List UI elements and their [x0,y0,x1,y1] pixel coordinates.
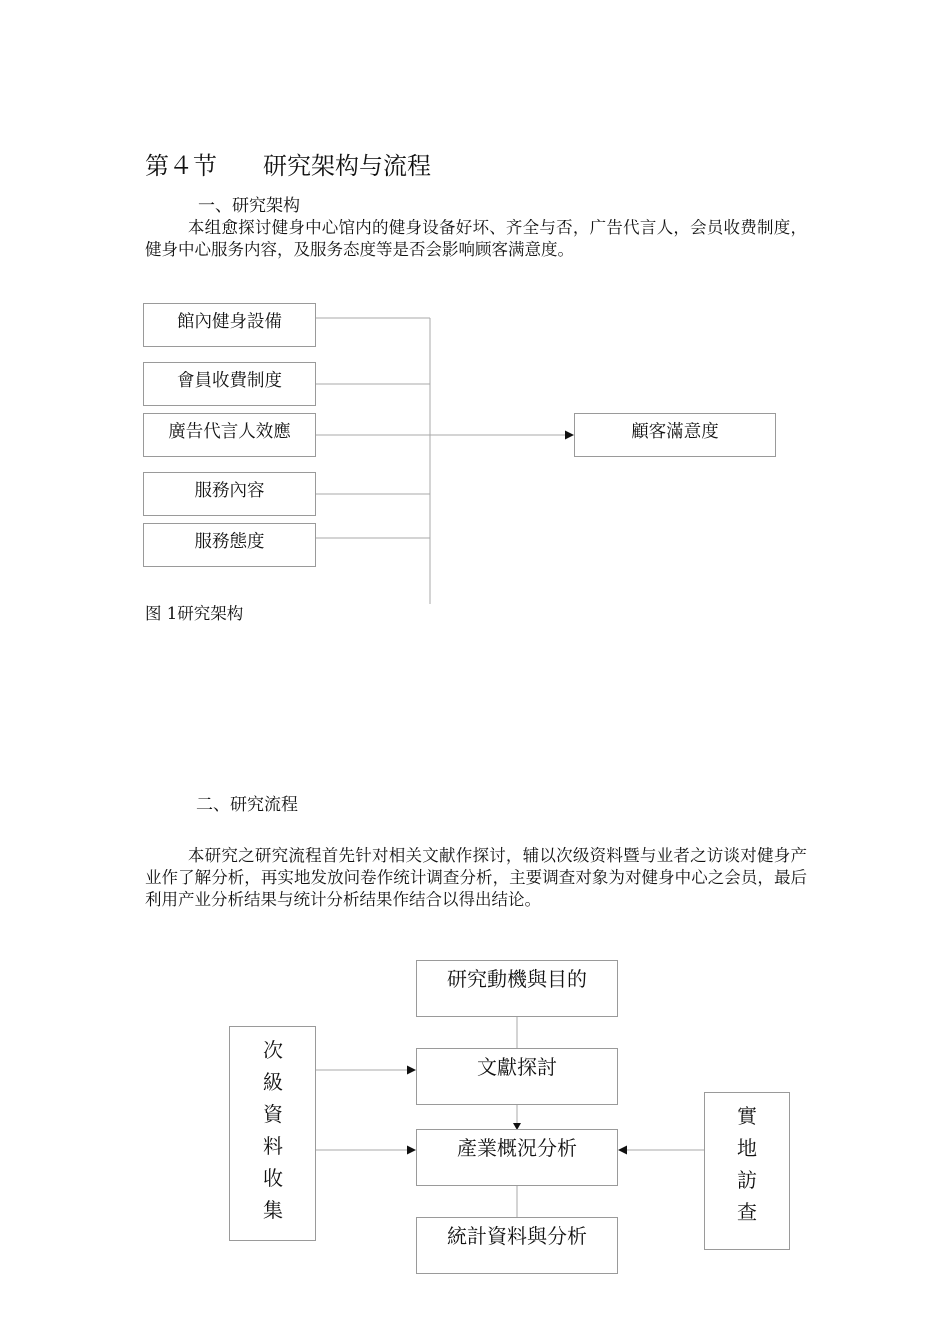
source-char: 資 [263,1102,283,1126]
source-char: 級 [263,1070,283,1094]
factor-label: 會員收費制度 [177,371,282,391]
process-paragraph: 本研究之研究流程首先针对相关文献作探讨，辅以次级资料暨与业者之访谈对健身产业作了解分析，再实地发放问卷作统计调查分析，主要调查对象为对健身中心之会员，最后利用产业分析结果与统计分析结果作结合以得出结论。 [145,846,807,909]
source-char: 集 [263,1198,283,1222]
step-box-literature [417,1049,618,1105]
arrow-secondary-to-industry [407,1146,416,1155]
factor-box-service-content [144,473,316,516]
factor-label: 館內健身設備 [177,312,282,332]
source-char: 實 [737,1104,757,1128]
research-framework-diagram [0,290,950,610]
arrow-to-industry-analysis [513,1123,521,1130]
step-label: 統計資料與分析 [447,1224,587,1248]
source-char: 查 [737,1200,757,1224]
step-label: 研究動機與目的 [447,967,587,991]
section-title: 研究架构与流程 [263,152,431,180]
research-process-diagram [0,955,950,1285]
arrow-secondary-to-literature [407,1066,416,1075]
arrow-to-outcome [565,431,574,440]
framework-paragraph: 本组愈探讨健身中心馆内的健身设备好坏、齐全与否，广告代言人，会员收费制度，健身中心服务内容，及服务态度等是否会影响顾客满意度。 [145,218,807,259]
subheading-research-framework: 一、研究架构 [198,196,300,216]
source-char: 料 [263,1134,283,1158]
arrow-field-to-industry [618,1146,627,1155]
factor-box-service-attitude [144,524,316,567]
subheading-research-process: 二、研究流程 [196,795,298,815]
section-heading [145,146,431,181]
figure-caption: 图 1研究架构 [145,604,244,623]
framework-connectors [316,318,574,604]
factor-label: 服務內容 [194,481,265,501]
source-char: 收 [263,1166,283,1190]
step-label: 產業概況分析 [457,1136,577,1160]
step-box-industry-analysis [417,1130,618,1186]
factor-label: 廣告代言人效應 [168,422,291,442]
source-char: 次 [263,1038,283,1062]
factor-box-facilities [144,304,316,347]
factor-box-spokesperson [144,414,316,457]
outcome-box-satisfaction [575,414,776,457]
step-box-statistics [417,1218,618,1274]
outcome-label: 顧客滿意度 [631,422,719,442]
factor-box-membership-fees [144,363,316,406]
source-box-field-visit [705,1093,790,1250]
source-char: 訪 [737,1168,757,1192]
section-number: 第４节 [145,152,217,180]
source-char: 地 [737,1136,757,1160]
process-connectors [316,1017,704,1217]
step-label: 文獻探討 [477,1055,557,1079]
step-box-motivation [417,961,618,1017]
source-box-secondary-data [230,1027,316,1241]
factor-label: 服務態度 [194,532,265,552]
